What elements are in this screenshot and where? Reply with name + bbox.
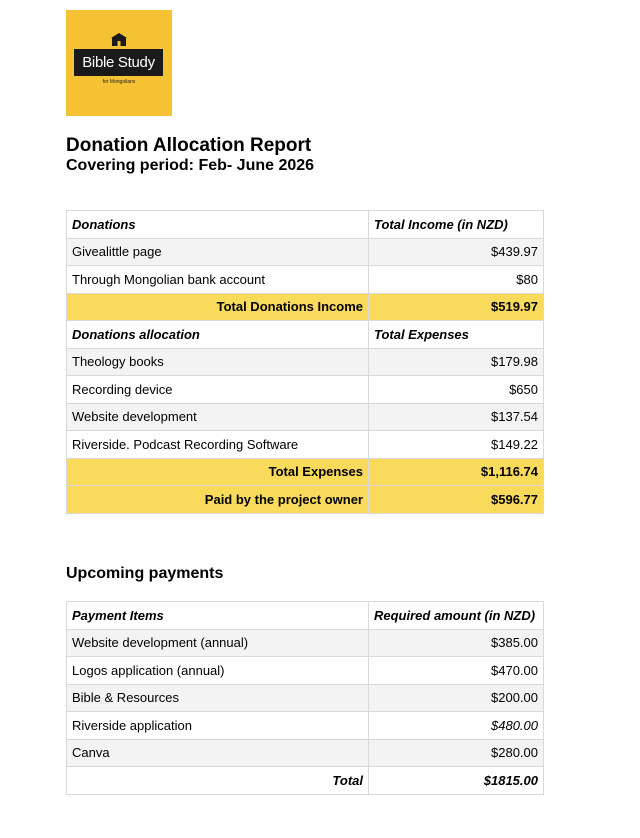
row-amount: $385.00 — [369, 629, 544, 657]
allocation-header-amount: Total Expenses — [369, 321, 544, 349]
expense-total-label: Total Expenses — [67, 458, 369, 486]
required-amount-header: Required amount (in NZD) — [369, 602, 544, 630]
row-amount: $650 — [369, 376, 544, 404]
income-total-row — [67, 293, 544, 321]
upcoming-payments-table — [66, 601, 544, 795]
upcoming-total-row — [67, 767, 544, 795]
expense-total-row — [67, 458, 544, 486]
paid-by-owner-label: Paid by the project owner — [67, 486, 369, 514]
upcoming-total-label: Total — [67, 767, 369, 795]
row-amount: $480.00 — [369, 712, 544, 740]
allocation-header-label: Donations allocation — [67, 321, 369, 349]
row-amount: $137.54 — [369, 403, 544, 431]
table-row — [67, 739, 544, 767]
row-label: Riverside. Podcast Recording Software — [67, 431, 369, 459]
paid-by-owner-row — [67, 486, 544, 514]
bible-study-logo — [66, 10, 172, 116]
upcoming-payments-heading: Upcoming payments — [66, 565, 224, 582]
report-period: Covering period: Feb- June 2026 — [66, 157, 315, 174]
table-row — [67, 684, 544, 712]
table-row — [67, 629, 544, 657]
row-label: Logos application (annual) — [67, 657, 369, 685]
expense-total-amount: $1,116.74 — [369, 458, 544, 486]
table-header-row — [67, 602, 544, 630]
row-label: Through Mongolian bank account — [67, 266, 369, 294]
report-title: Donation Allocation Report — [66, 135, 312, 156]
row-label: Recording device — [67, 376, 369, 404]
row-amount: $439.97 — [369, 238, 544, 266]
donations-header-label: Donations — [67, 211, 369, 239]
table-header-row — [67, 211, 544, 239]
row-amount: $280.00 — [369, 739, 544, 767]
table-row — [67, 348, 544, 376]
table-header-row — [67, 321, 544, 349]
payment-items-header: Payment Items — [67, 602, 369, 630]
table-row — [67, 657, 544, 685]
table-row — [67, 712, 544, 740]
table-row — [67, 376, 544, 404]
row-amount: $80 — [369, 266, 544, 294]
donations-header-amount: Total Income (in NZD) — [369, 211, 544, 239]
row-amount: $200.00 — [369, 684, 544, 712]
row-label: Website development (annual) — [67, 629, 369, 657]
row-amount: $179.98 — [369, 348, 544, 376]
table-row — [67, 238, 544, 266]
logo-subtitle: for Mongolians — [102, 79, 136, 85]
table-row — [67, 266, 544, 294]
table-row — [67, 431, 544, 459]
row-label: Bible & Resources — [67, 684, 369, 712]
row-label: Website development — [67, 403, 369, 431]
row-label: Canva — [67, 739, 369, 767]
income-total-amount: $519.97 — [369, 293, 544, 321]
row-amount: $149.22 — [369, 431, 544, 459]
paid-by-owner-amount: $596.77 — [369, 486, 544, 514]
row-label: Theology books — [67, 348, 369, 376]
upcoming-total-amount: $1815.00 — [369, 767, 544, 795]
income-total-label: Total Donations Income — [67, 293, 369, 321]
row-amount: $470.00 — [369, 657, 544, 685]
table-row — [67, 403, 544, 431]
donations-table — [66, 210, 544, 514]
row-label: Givealittle page — [67, 238, 369, 266]
logo-title: Bible Study — [74, 49, 163, 76]
row-label: Riverside application — [67, 712, 369, 740]
